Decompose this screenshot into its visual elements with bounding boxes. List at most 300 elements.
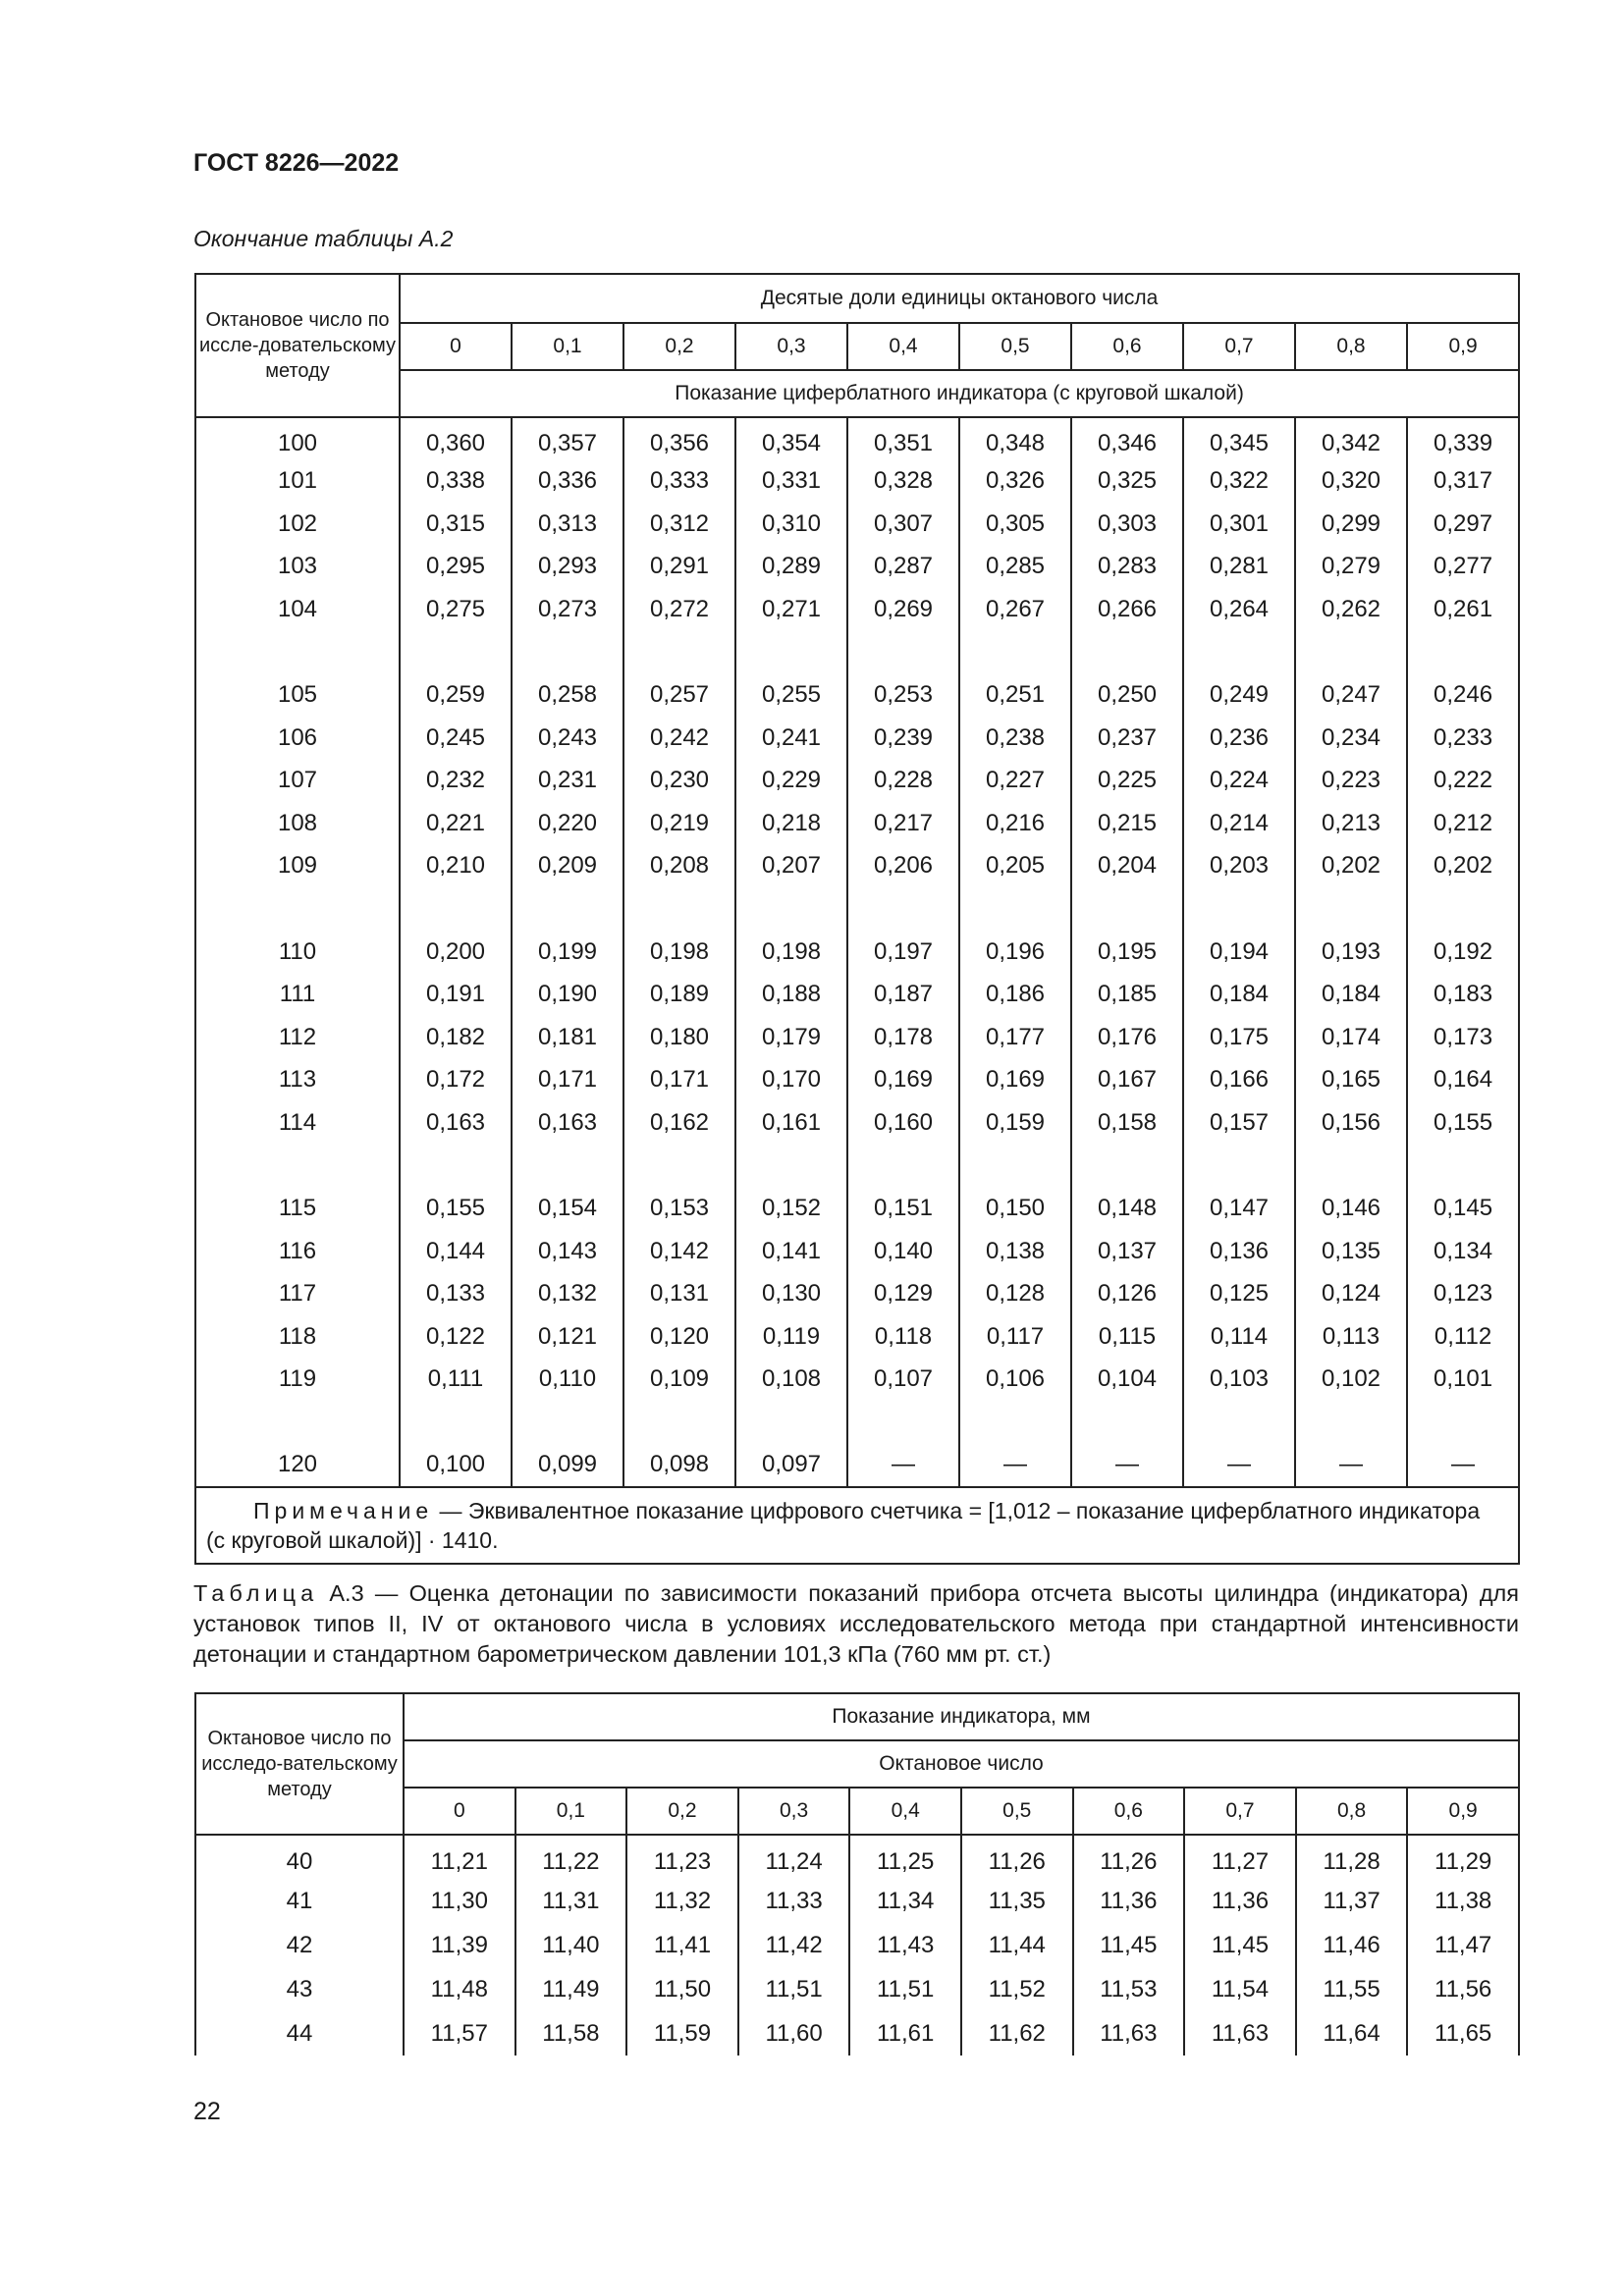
table-row <box>195 1879 1519 1923</box>
table-cell: 0,238 <box>959 717 1071 760</box>
row-label: 107 <box>195 760 400 803</box>
table-cell: 0,202 <box>1407 845 1519 888</box>
document-code: ГОСТ 8226—2022 <box>193 149 400 177</box>
column-header: 0,2 <box>623 323 735 370</box>
table-cell: 0,307 <box>847 503 959 546</box>
table-cell: 0,233 <box>1407 717 1519 760</box>
table-cell: 0,357 <box>512 417 623 460</box>
table-cell: 0,249 <box>1183 674 1295 718</box>
table-cell: 0,102 <box>1295 1359 1407 1402</box>
table-cell: 0,150 <box>959 1188 1071 1231</box>
table-cell: 0,203 <box>1183 845 1295 888</box>
table-cell: 11,26 <box>961 1835 1073 1879</box>
table-cell: 0,134 <box>1407 1230 1519 1273</box>
table-cell: 0,224 <box>1183 760 1295 803</box>
table-cell: 0,136 <box>1183 1230 1295 1273</box>
table-cell: 0,342 <box>1295 417 1407 460</box>
table-cell: 0,237 <box>1071 717 1183 760</box>
table-cell: 0,197 <box>847 931 959 974</box>
table-cell: 0,333 <box>623 460 735 504</box>
table-cell: 0,204 <box>1071 845 1183 888</box>
table-cell: 11,64 <box>1296 2011 1408 2056</box>
table-cell: 0,177 <box>959 1016 1071 1059</box>
table-cell: 0,171 <box>512 1059 623 1102</box>
row-label: 106 <box>195 717 400 760</box>
table-cell: 0,195 <box>1071 931 1183 974</box>
column-header: 0,7 <box>1184 1788 1296 1835</box>
table-cell: 0,207 <box>735 845 847 888</box>
table-cell: 0,154 <box>512 1188 623 1231</box>
table-cell: 0,118 <box>847 1315 959 1359</box>
table-cell: 0,172 <box>400 1059 512 1102</box>
column-header: 0,7 <box>1183 323 1295 370</box>
table-cell: 0,113 <box>1295 1315 1407 1359</box>
table-cell: 0,135 <box>1295 1230 1407 1273</box>
spacer-cell <box>195 887 400 931</box>
table-cell: 0,281 <box>1183 546 1295 589</box>
row-label: 111 <box>195 974 400 1017</box>
table-cell: 0,210 <box>400 845 512 888</box>
page-number: 22 <box>193 2098 221 2125</box>
table-cell: 11,62 <box>961 2011 1073 2056</box>
table-row <box>195 1016 1519 1059</box>
table-cell: 0,140 <box>847 1230 959 1273</box>
table-cell: 0,119 <box>735 1315 847 1359</box>
table-cell: 0,129 <box>847 1273 959 1316</box>
table-a3-title-label: Таблица <box>193 1580 319 1606</box>
row-label: 110 <box>195 931 400 974</box>
table-a2-caption: Окончание таблицы А.2 <box>193 226 454 251</box>
table-cell: 0,271 <box>735 588 847 631</box>
table-cell: 0,227 <box>959 760 1071 803</box>
table-cell: 0,146 <box>1295 1188 1407 1231</box>
spacer-cell <box>959 631 1071 674</box>
table-cell: 0,191 <box>400 974 512 1017</box>
table-row <box>195 2011 1519 2056</box>
spacer-cell <box>623 1401 735 1444</box>
table-cell: 0,242 <box>623 717 735 760</box>
table-cell: 11,51 <box>849 1967 961 2011</box>
column-header: 0,2 <box>626 1788 738 1835</box>
table-cell: 0,345 <box>1183 417 1295 460</box>
row-label: 102 <box>195 503 400 546</box>
table-row <box>195 1444 1519 1487</box>
spacer-cell <box>1407 1401 1519 1444</box>
table-cell: 0,156 <box>1295 1101 1407 1145</box>
table-cell: 11,54 <box>1184 1967 1296 2011</box>
table-cell: 11,25 <box>849 1835 961 1879</box>
table-cell: 11,39 <box>404 1923 515 1967</box>
spacer-cell <box>195 1401 400 1444</box>
row-label: 101 <box>195 460 400 504</box>
table-cell: 0,187 <box>847 974 959 1017</box>
table-cell: 0,114 <box>1183 1315 1295 1359</box>
table-row <box>195 1967 1519 2011</box>
table-cell: 0,267 <box>959 588 1071 631</box>
table-cell: 0,326 <box>959 460 1071 504</box>
table-cell: 0,339 <box>1407 417 1519 460</box>
table-cell: 11,22 <box>515 1835 627 1879</box>
table-row <box>195 1315 1519 1359</box>
table-row <box>195 674 1519 718</box>
spacer-cell <box>195 631 400 674</box>
table-cell: 11,63 <box>1073 2011 1185 2056</box>
row-label: 40 <box>195 1835 404 1879</box>
note-heading: Примечание <box>253 1497 434 1523</box>
table-cell: 0,287 <box>847 546 959 589</box>
table-cell: 0,170 <box>735 1059 847 1102</box>
row-label: 104 <box>195 588 400 631</box>
table-cell: 11,42 <box>738 1923 850 1967</box>
table-cell: 11,45 <box>1184 1923 1296 1967</box>
spacer-cell <box>847 631 959 674</box>
table-cell: 0,132 <box>512 1273 623 1316</box>
table-row <box>195 503 1519 546</box>
table-cell: 11,28 <box>1296 1835 1408 1879</box>
table-cell: 0,183 <box>1407 974 1519 1017</box>
table-cell: 0,230 <box>623 760 735 803</box>
table-cell: 0,101 <box>1407 1359 1519 1402</box>
table-cell: 0,215 <box>1071 802 1183 845</box>
table-cell: 11,61 <box>849 2011 961 2056</box>
table-cell: 0,112 <box>1407 1315 1519 1359</box>
table-cell: 11,41 <box>626 1923 738 1967</box>
table-cell: 0,289 <box>735 546 847 589</box>
column-header: 0,3 <box>738 1788 850 1835</box>
table-cell: 0,247 <box>1295 674 1407 718</box>
table-cell: 0,234 <box>1295 717 1407 760</box>
table-a3 <box>194 1692 1520 2056</box>
table-cell: 0,189 <box>623 974 735 1017</box>
spacer-cell <box>1183 887 1295 931</box>
column-header: 0,9 <box>1407 323 1519 370</box>
table-cell: 0,212 <box>1407 802 1519 845</box>
row-label: 112 <box>195 1016 400 1059</box>
row-label: 119 <box>195 1359 400 1402</box>
table-cell: 11,48 <box>404 1967 515 2011</box>
table-cell: 0,246 <box>1407 674 1519 718</box>
column-header: 0,4 <box>847 323 959 370</box>
table-cell: 11,43 <box>849 1923 961 1967</box>
table-cell: 0,148 <box>1071 1188 1183 1231</box>
table-cell: 0,199 <box>512 931 623 974</box>
table-cell: 0,206 <box>847 845 959 888</box>
table-a2-row-header: Октановое число по иссле-довательскому методу <box>195 274 400 417</box>
table-cell: 0,279 <box>1295 546 1407 589</box>
spacer-cell <box>959 1145 1071 1188</box>
table-cell: 0,180 <box>623 1016 735 1059</box>
table-cell: 0,251 <box>959 674 1071 718</box>
table-cell: 0,209 <box>512 845 623 888</box>
table-cell: 11,36 <box>1073 1879 1185 1923</box>
table-cell: 0,138 <box>959 1230 1071 1273</box>
table-cell: 0,186 <box>959 974 1071 1017</box>
table-cell: 0,111 <box>400 1359 512 1402</box>
row-label: 115 <box>195 1188 400 1231</box>
table-cell: 0,301 <box>1183 503 1295 546</box>
spacer-cell <box>512 1145 623 1188</box>
table-cell: 11,21 <box>404 1835 515 1879</box>
row-label: 117 <box>195 1273 400 1316</box>
table-cell: 11,58 <box>515 2011 627 2056</box>
table-row <box>195 546 1519 589</box>
column-header: 0,5 <box>961 1788 1073 1835</box>
table-cell: 0,322 <box>1183 460 1295 504</box>
row-label: 100 <box>195 417 400 460</box>
spacer-cell <box>400 1401 512 1444</box>
table-cell: 0,141 <box>735 1230 847 1273</box>
spacer-cell <box>400 887 512 931</box>
table-cell: 0,222 <box>1407 760 1519 803</box>
table-a3-row-header: Октановое число по исследо-вательскому методу <box>195 1693 404 1835</box>
table-cell: 0,205 <box>959 845 1071 888</box>
table-cell: 0,310 <box>735 503 847 546</box>
table-cell: 0,121 <box>512 1315 623 1359</box>
table-cell: 0,273 <box>512 588 623 631</box>
table-cell: 0,336 <box>512 460 623 504</box>
table-cell: 0,239 <box>847 717 959 760</box>
table-cell: 11,32 <box>626 1879 738 1923</box>
table-cell: 0,142 <box>623 1230 735 1273</box>
table-row <box>195 1059 1519 1102</box>
column-header: 0,3 <box>735 323 847 370</box>
row-label: 116 <box>195 1230 400 1273</box>
table-cell: — <box>1295 1444 1407 1487</box>
row-label: 43 <box>195 1967 404 2011</box>
row-label: 42 <box>195 1923 404 1967</box>
table-cell: 0,245 <box>400 717 512 760</box>
spacer-cell <box>1295 1145 1407 1188</box>
table-cell: 0,225 <box>1071 760 1183 803</box>
table-cell: 11,36 <box>1184 1879 1296 1923</box>
table-cell: 0,217 <box>847 802 959 845</box>
column-header: 0,1 <box>515 1788 627 1835</box>
table-cell: 0,255 <box>735 674 847 718</box>
table-cell: 0,338 <box>400 460 512 504</box>
table-cell: 0,303 <box>1071 503 1183 546</box>
table-cell: 11,55 <box>1296 1967 1408 2011</box>
table-cell: 0,208 <box>623 845 735 888</box>
table-cell: 0,213 <box>1295 802 1407 845</box>
table-a3-title-text: А.3 — Оценка детонации по зависимости показаний прибора отсчета высоты цилиндра (индикатора) для установок типов II, IV от октанового числа в условиях исследовательского метода при стандартной интенсивности детонации и стандартном барометрическом давлении 101,3 кПа (760 мм рт. ст.) <box>193 1580 1519 1667</box>
table-cell: 11,47 <box>1407 1923 1519 1967</box>
column-header: 0,9 <box>1407 1788 1519 1835</box>
spacer-cell <box>1071 887 1183 931</box>
spacer-cell <box>1071 631 1183 674</box>
table-cell: — <box>1071 1444 1183 1487</box>
table-cell: 11,52 <box>961 1967 1073 2011</box>
table-cell: 0,167 <box>1071 1059 1183 1102</box>
table-a3-title <box>193 1578 1519 1670</box>
table-cell: 0,297 <box>1407 503 1519 546</box>
table-cell: 11,37 <box>1296 1879 1408 1923</box>
note-text: — Эквивалентное показание цифрового счетчика = [1,012 – показание циферблатного индикатора (с круговой шкалой)] · 1410. <box>206 1497 1481 1553</box>
table-cell: 0,243 <box>512 717 623 760</box>
table-cell: 0,153 <box>623 1188 735 1231</box>
table-cell: 0,220 <box>512 802 623 845</box>
table-cell: 0,190 <box>512 974 623 1017</box>
table-cell: 0,131 <box>623 1273 735 1316</box>
row-label: 120 <box>195 1444 400 1487</box>
table-row <box>195 802 1519 845</box>
table-cell: 0,228 <box>847 760 959 803</box>
table-cell: 11,23 <box>626 1835 738 1879</box>
table-cell: 0,158 <box>1071 1101 1183 1145</box>
table-cell: 11,57 <box>404 2011 515 2056</box>
table-cell: 0,175 <box>1183 1016 1295 1059</box>
column-header: 0,5 <box>959 323 1071 370</box>
row-label: 113 <box>195 1059 400 1102</box>
table-cell: 0,157 <box>1183 1101 1295 1145</box>
table-cell: — <box>959 1444 1071 1487</box>
spacer-cell <box>623 887 735 931</box>
column-header: 0,6 <box>1073 1788 1185 1835</box>
spacer-cell <box>1407 1145 1519 1188</box>
table-cell: 0,169 <box>847 1059 959 1102</box>
table-cell: 0,160 <box>847 1101 959 1145</box>
table-cell: 11,44 <box>961 1923 1073 1967</box>
table-cell: 0,108 <box>735 1359 847 1402</box>
table-cell: 0,159 <box>959 1101 1071 1145</box>
table-cell: 0,285 <box>959 546 1071 589</box>
table-cell: 0,165 <box>1295 1059 1407 1102</box>
spacer-cell <box>1295 1401 1407 1444</box>
spacer-cell <box>847 1145 959 1188</box>
table-cell: 11,65 <box>1407 2011 1519 2056</box>
row-label: 103 <box>195 546 400 589</box>
table-cell: 0,200 <box>400 931 512 974</box>
column-header: 0,6 <box>1071 323 1183 370</box>
row-label: 44 <box>195 2011 404 2056</box>
table-cell: 0,356 <box>623 417 735 460</box>
table-cell: 0,104 <box>1071 1359 1183 1402</box>
group-spacer <box>195 887 1519 931</box>
row-label: 114 <box>195 1101 400 1145</box>
table-cell: 0,166 <box>1183 1059 1295 1102</box>
table-row <box>195 717 1519 760</box>
table-cell: 0,241 <box>735 717 847 760</box>
table-cell: 11,51 <box>738 1967 850 2011</box>
table-cell: — <box>1183 1444 1295 1487</box>
table-cell: 0,291 <box>623 546 735 589</box>
table-cell: 0,360 <box>400 417 512 460</box>
table-cell: 11,56 <box>1407 1967 1519 2011</box>
table-cell: 0,181 <box>512 1016 623 1059</box>
table-cell: 11,27 <box>1184 1835 1296 1879</box>
spacer-cell <box>1183 1401 1295 1444</box>
table-cell: 0,174 <box>1295 1016 1407 1059</box>
table-cell: 11,46 <box>1296 1923 1408 1967</box>
table-cell: 0,130 <box>735 1273 847 1316</box>
column-header: 0,8 <box>1295 323 1407 370</box>
row-label: 109 <box>195 845 400 888</box>
table-cell: 0,179 <box>735 1016 847 1059</box>
table-cell: 0,218 <box>735 802 847 845</box>
column-header: 0 <box>400 323 512 370</box>
table-cell: 0,253 <box>847 674 959 718</box>
table-cell: 0,315 <box>400 503 512 546</box>
table-cell: 0,120 <box>623 1315 735 1359</box>
table-cell: 0,219 <box>623 802 735 845</box>
table-cell: 0,236 <box>1183 717 1295 760</box>
table-cell: 0,145 <box>1407 1188 1519 1231</box>
table-row <box>195 1101 1519 1145</box>
table-row <box>195 931 1519 974</box>
spacer-cell <box>195 1145 400 1188</box>
table-cell: 0,163 <box>400 1101 512 1145</box>
spacer-cell <box>1183 1145 1295 1188</box>
table-a2 <box>194 273 1520 1565</box>
table-cell: 0,192 <box>1407 931 1519 974</box>
table-a3-sub-header: Октановое число <box>404 1740 1519 1788</box>
table-cell: 0,117 <box>959 1315 1071 1359</box>
table-cell: 0,122 <box>400 1315 512 1359</box>
table-cell: — <box>847 1444 959 1487</box>
table-cell: 11,35 <box>961 1879 1073 1923</box>
spacer-cell <box>623 631 735 674</box>
spacer-cell <box>1183 631 1295 674</box>
table-cell: 0,354 <box>735 417 847 460</box>
table-cell: 0,169 <box>959 1059 1071 1102</box>
table-cell: 0,164 <box>1407 1059 1519 1102</box>
table-cell: 0,202 <box>1295 845 1407 888</box>
table-cell: 0,272 <box>623 588 735 631</box>
table-cell: 0,275 <box>400 588 512 631</box>
spacer-cell <box>512 887 623 931</box>
table-a3-group-header: Показание индикатора, мм <box>404 1693 1519 1740</box>
table-cell: 0,161 <box>735 1101 847 1145</box>
spacer-cell <box>735 1401 847 1444</box>
table-cell: 0,214 <box>1183 802 1295 845</box>
table-cell: 11,24 <box>738 1835 850 1879</box>
table-cell: 0,250 <box>1071 674 1183 718</box>
table-cell: 0,223 <box>1295 760 1407 803</box>
spacer-cell <box>1295 887 1407 931</box>
table-cell: 0,123 <box>1407 1273 1519 1316</box>
table-cell: 0,124 <box>1295 1273 1407 1316</box>
table-cell: 11,49 <box>515 1967 627 2011</box>
table-row <box>195 1273 1519 1316</box>
table-row <box>195 588 1519 631</box>
spacer-cell <box>847 1401 959 1444</box>
table-cell: 0,305 <box>959 503 1071 546</box>
table-cell: 0,261 <box>1407 588 1519 631</box>
table-row <box>195 845 1519 888</box>
table-cell: 0,193 <box>1295 931 1407 974</box>
table-cell: 0,182 <box>400 1016 512 1059</box>
table-cell: 0,110 <box>512 1359 623 1402</box>
table-cell: 0,125 <box>1183 1273 1295 1316</box>
table-cell: 0,173 <box>1407 1016 1519 1059</box>
spacer-cell <box>735 1145 847 1188</box>
table-cell: 0,176 <box>1071 1016 1183 1059</box>
table-cell: — <box>1407 1444 1519 1487</box>
spacer-cell <box>735 631 847 674</box>
table-cell: 0,313 <box>512 503 623 546</box>
table-cell: 0,259 <box>400 674 512 718</box>
table-cell: 11,45 <box>1073 1923 1185 1967</box>
table-cell: 0,126 <box>1071 1273 1183 1316</box>
row-label: 41 <box>195 1879 404 1923</box>
table-cell: 0,103 <box>1183 1359 1295 1402</box>
table-cell: 0,099 <box>512 1444 623 1487</box>
table-cell: 11,30 <box>404 1879 515 1923</box>
table-cell: 0,107 <box>847 1359 959 1402</box>
table-row <box>195 1230 1519 1273</box>
table-cell: 0,231 <box>512 760 623 803</box>
table-cell: 0,100 <box>400 1444 512 1487</box>
row-label: 108 <box>195 802 400 845</box>
